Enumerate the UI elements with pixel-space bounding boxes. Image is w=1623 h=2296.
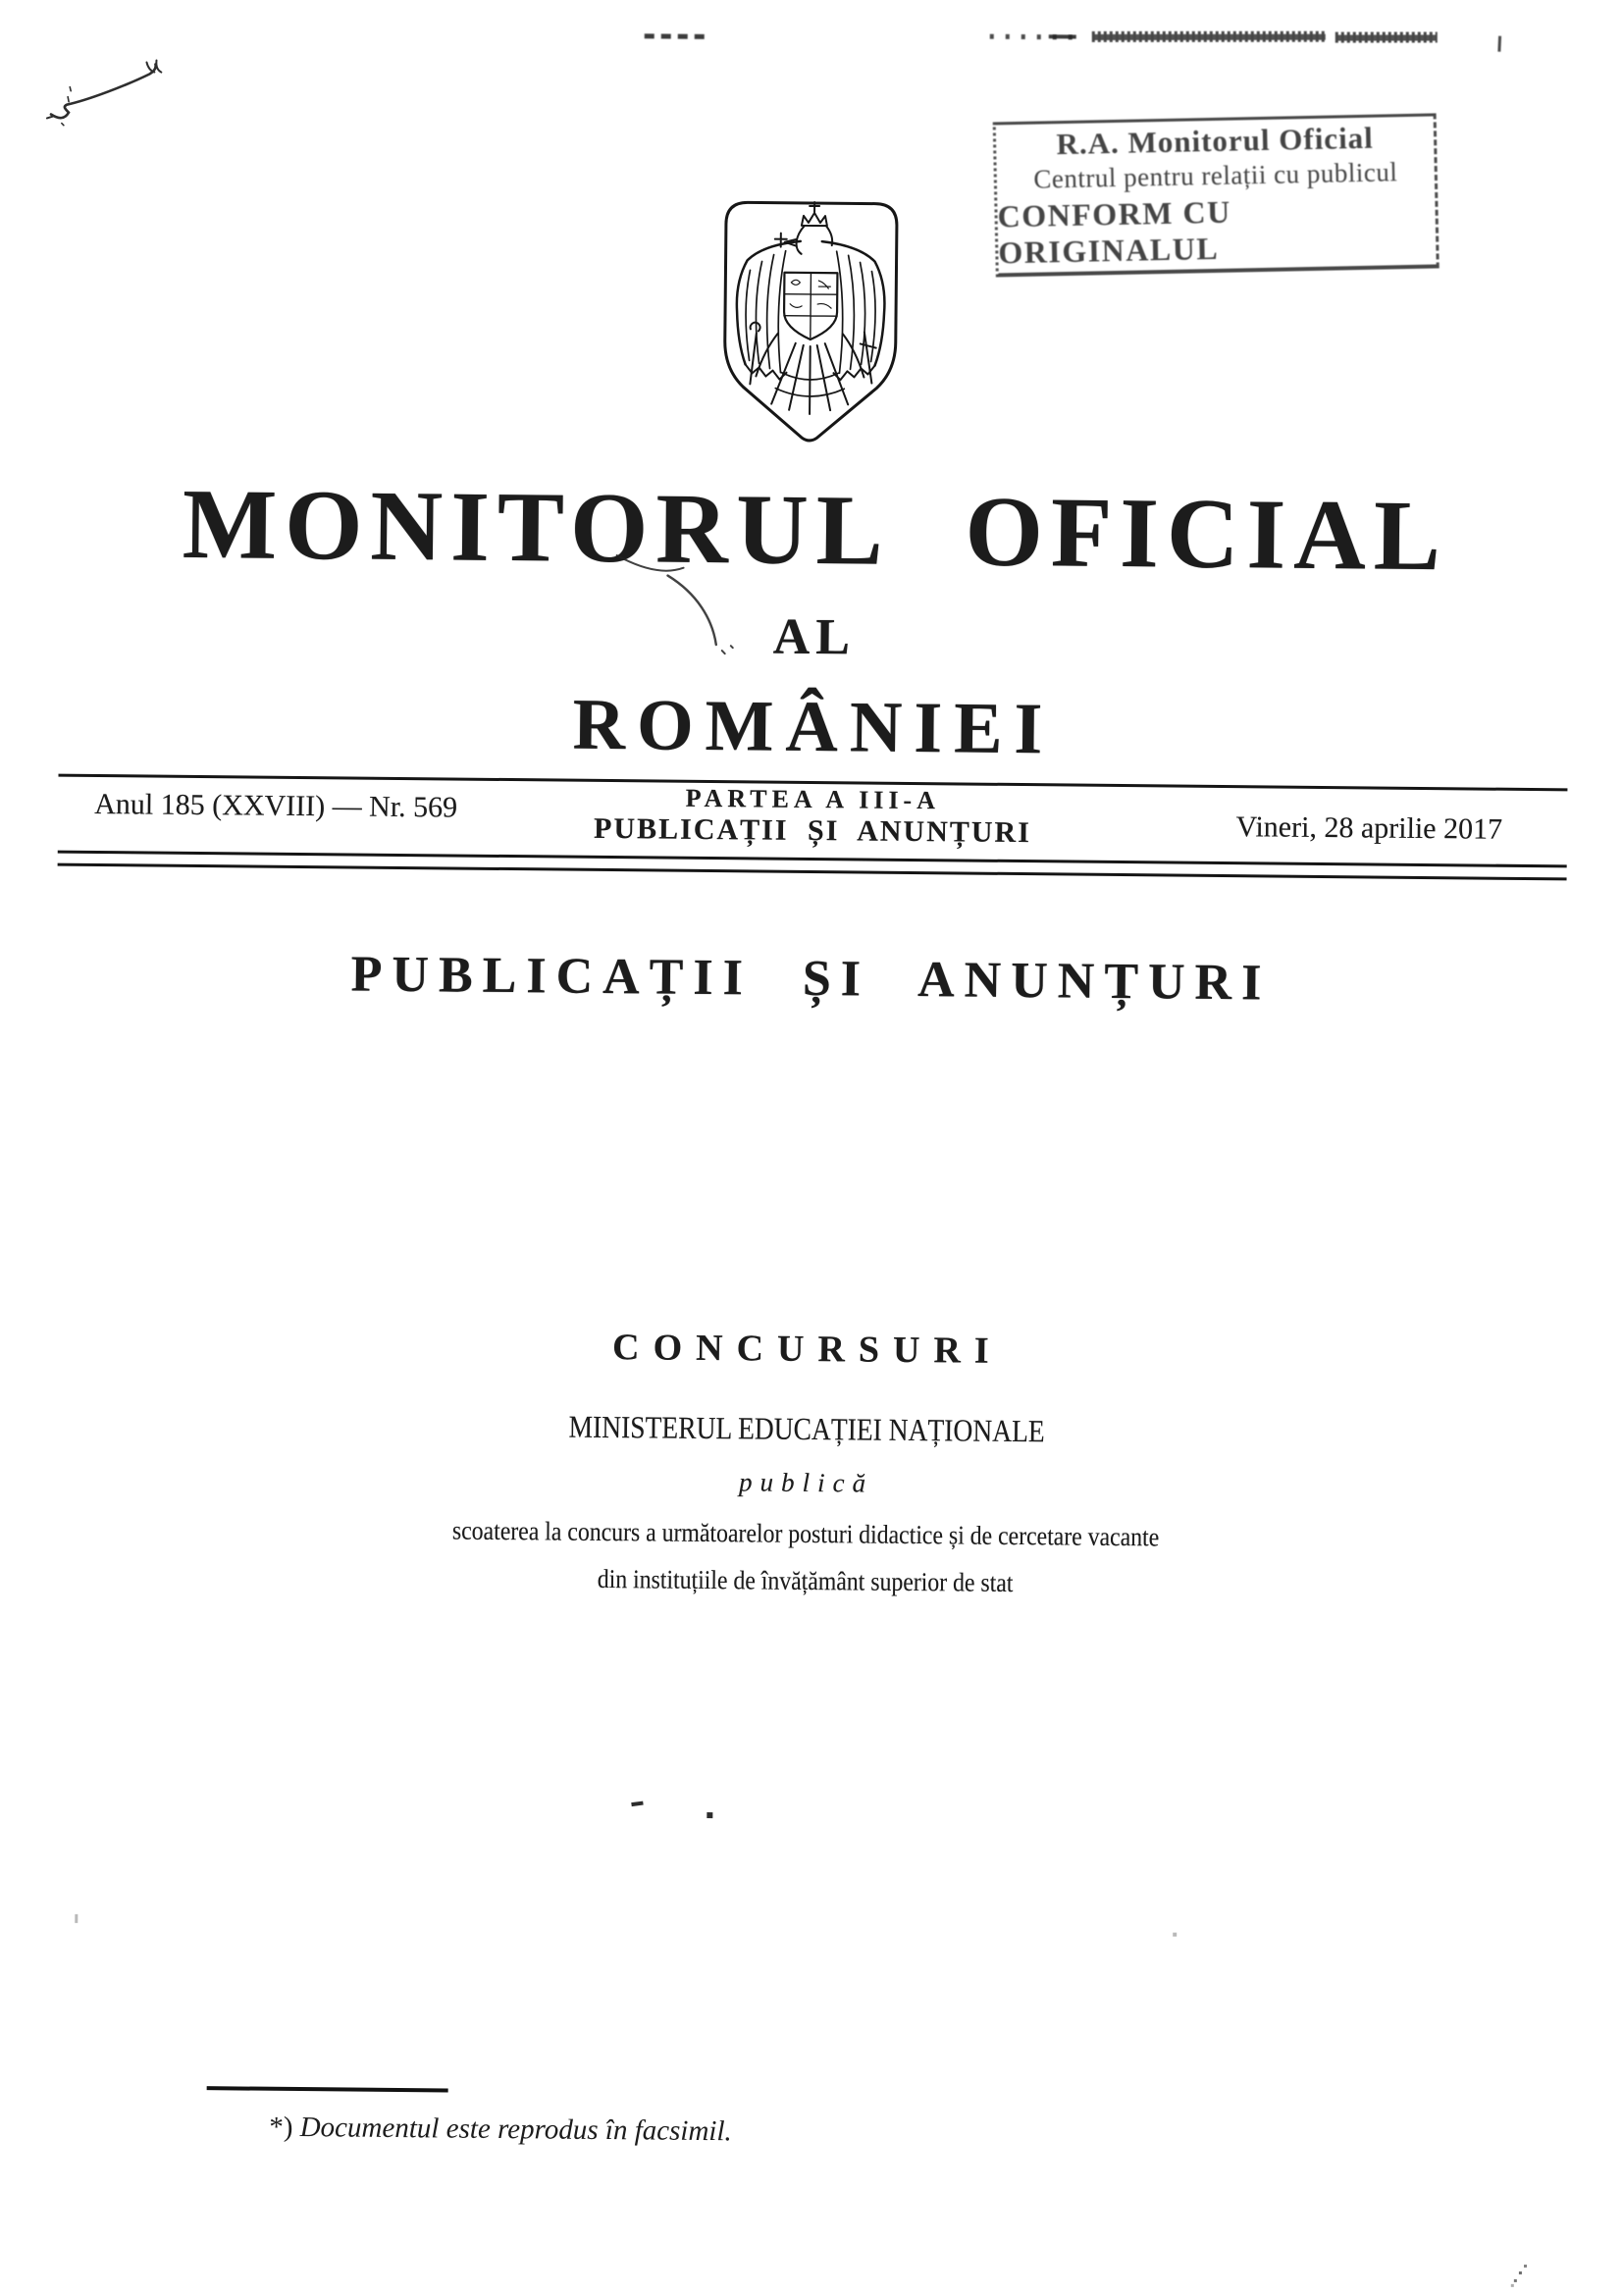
horizontal-rule-double-2: [58, 863, 1567, 881]
scan-noise-run: [1335, 32, 1438, 43]
scan-noise-dashes: [645, 33, 707, 39]
scan-speck: [75, 1914, 78, 1923]
conform-cu-originalul-stamp: [993, 113, 1440, 277]
stamp-line-2: Centrul pentru relații cu publicul: [1033, 157, 1398, 194]
stamp-line-1: R.A. Monitorul Oficial: [1056, 120, 1375, 161]
part-label: PARTEA A III-A: [685, 783, 941, 815]
section-heading: PUBLICAȚII ȘI ANUNȚURI: [350, 946, 1272, 1012]
scan-noise-tick: [1497, 36, 1501, 52]
scan-noise-run: [1092, 31, 1326, 42]
issue-number: Anul 185 (XXVIII) — Nr. 569: [94, 787, 458, 824]
issue-date: Vineri, 28 aprilie 2017: [1235, 810, 1503, 846]
scan-noise-dash: [1049, 34, 1076, 38]
romania-coat-of-arms-icon: [716, 195, 905, 448]
gazette-title-country: ROMÂNIEI: [572, 684, 1055, 770]
scan-speck-dot: [707, 1812, 712, 1818]
part-subtitle: PUBLICAȚII ȘI ANUNȚURI: [593, 811, 1032, 850]
scan-speck: [1173, 1933, 1177, 1937]
footnote-marker: *): [269, 2111, 293, 2143]
pen-squiggle-artifact: [45, 57, 183, 129]
announcement-line-2: din instituțiile de învățământ superior de stat: [597, 1563, 1014, 1598]
category-heading: CONCURSURI: [611, 1327, 1003, 1372]
gazette-title-al: AL: [772, 608, 857, 666]
action-word: publică: [738, 1467, 874, 1498]
announcement-line-1: scoaterea la concurs a următoarelor posturi didactice și de cercetare vacante: [451, 1515, 1160, 1552]
footnote: [269, 2111, 732, 2149]
scan-speck-dash: [631, 1801, 643, 1807]
gazette-title: MONITORUL OFICIAL: [182, 468, 1449, 593]
issuer-name: MINISTERUL EDUCAȚIEI NAȚIONALE: [568, 1408, 1045, 1449]
stamp-line-3: CONFORM CU ORIGINALUL: [997, 193, 1231, 270]
footnote-rule: [207, 2086, 448, 2092]
footnote-text: Documentul este reprodus în facsimil.: [299, 2112, 732, 2148]
scan-speck-corner: [1514, 2279, 1517, 2282]
